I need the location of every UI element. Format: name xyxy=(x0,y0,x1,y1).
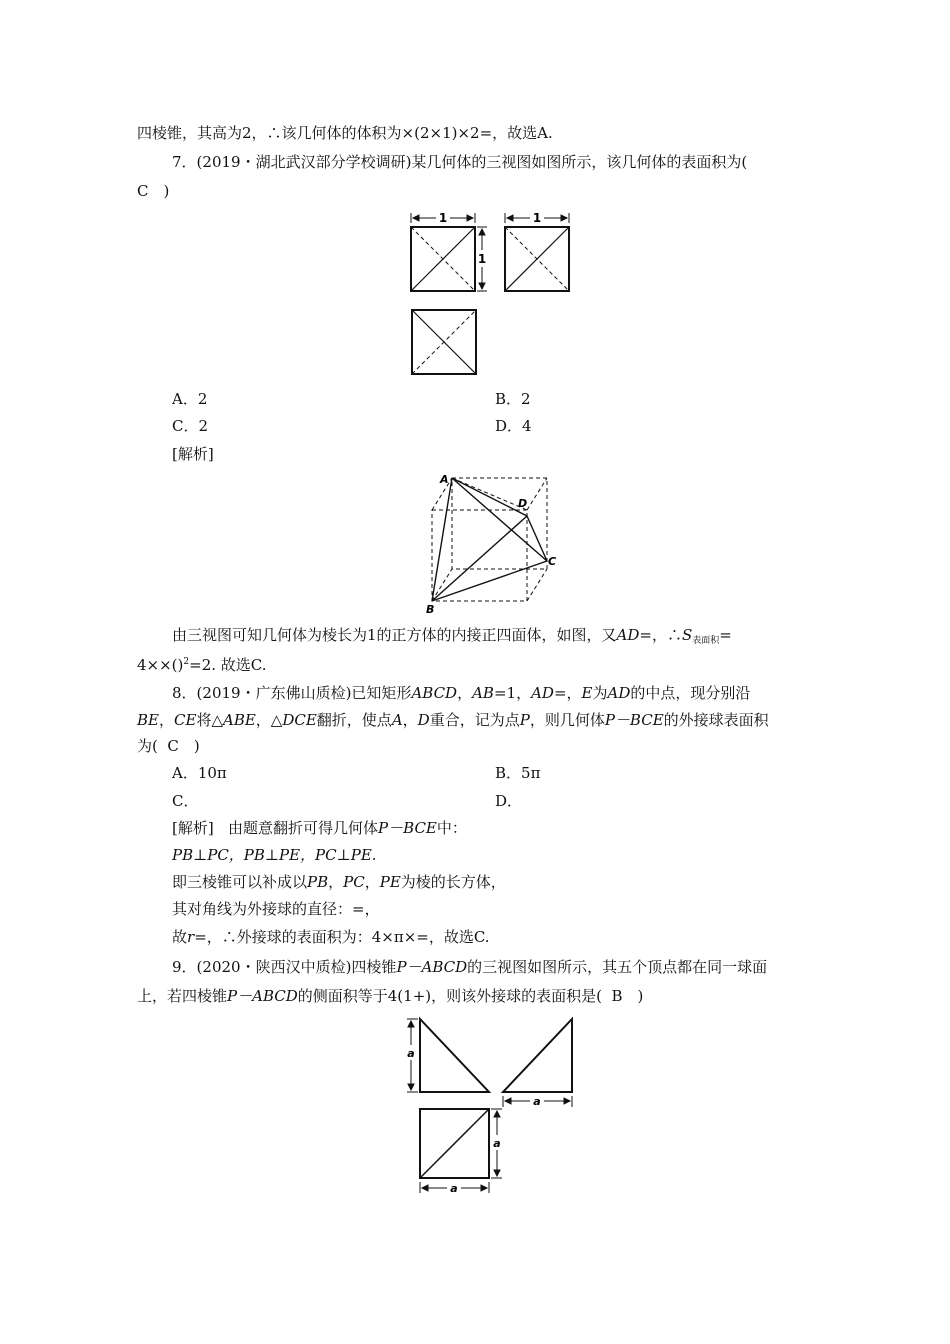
side-view xyxy=(503,1019,572,1092)
solution-line: 故r=，∴外接球的表面积为：4×π×=，故选C. xyxy=(172,928,490,946)
question-8-answer: 为( C ) xyxy=(137,737,200,755)
three-view-figure-q9 xyxy=(400,1012,585,1197)
question-9-stem: 上，若四棱锥P－ABCD的侧面积等于4(1+)，则该外接球的表面积是( B ) xyxy=(137,987,644,1005)
vertex-label-d: D xyxy=(518,497,528,510)
question-7-stem: 7．(2019・湖北武汉部分学校调研)某几何体的三视图如图所示，该几何体的表面积为( xyxy=(172,153,748,171)
option-a: A．10π xyxy=(172,764,227,782)
solution-line: 由三视图可知几何体为棱长为1的正方体的内接正四面体，如图，又AD=，$\therefore S_{表面积}=$ xyxy=(172,626,732,646)
dim-label: 1 xyxy=(477,252,487,266)
option-a: A．2 xyxy=(172,390,208,408)
option-b: B．2 xyxy=(495,390,531,408)
vertex-label-c: C xyxy=(548,555,557,568)
question-8-stem: BE，CE将△ABE，△DCE翻折，使点A，D重合，记为点P，则几何体P－BCE的外接球表面积 xyxy=(137,711,769,729)
option-d: D．4 xyxy=(495,417,532,435)
dim-label: a xyxy=(407,1047,415,1060)
dim-label: 1 xyxy=(438,211,448,225)
analysis-tag: [解析] xyxy=(172,445,214,463)
dim-label: 1 xyxy=(532,211,542,225)
solution-line: 即三棱锥可以补成以PB，PC，PE为棱的长方体， xyxy=(172,873,506,891)
dim-label: a xyxy=(450,1182,458,1195)
option-c: C． xyxy=(172,792,199,810)
vertex-label-b: B xyxy=(426,603,435,616)
question-8-stem: 8．(2019・广东佛山质检)已知矩形ABCD，AB=1，AD=，E为AD的中点，现分别沿 xyxy=(172,684,751,702)
cube-tetrahedron-figure xyxy=(420,470,570,615)
text-line: 四棱锥，其高为2，∴该几何体的体积为×(2×1)×2=，故选A. xyxy=(137,124,553,142)
question-7-answer: C ) xyxy=(137,182,170,200)
option-b: B．5π xyxy=(495,764,541,782)
option-d: D． xyxy=(495,792,523,810)
solution-line: 其对角线为外接球的直径：=， xyxy=(172,900,380,918)
option-c: C．2 xyxy=(172,417,209,435)
dim-label: a xyxy=(533,1095,541,1108)
front-view xyxy=(420,1019,489,1092)
dim-label: a xyxy=(493,1137,501,1150)
solution-line: 4××()$^2$=2. 故选C. xyxy=(137,656,267,674)
solution-line: PB⊥PC，PB⊥PE，PC⊥PE. xyxy=(172,846,377,864)
vertex-label-a: A xyxy=(440,473,449,486)
question-9-stem: 9．(2020・陕西汉中质检)四棱锥P－ABCD的三视图如图所示，其五个顶点都在同一球面 xyxy=(172,958,768,976)
solution-line: [解析] 由题意翻折可得几何体P－BCE中： xyxy=(172,819,467,837)
three-view-figure-q7 xyxy=(400,205,600,380)
